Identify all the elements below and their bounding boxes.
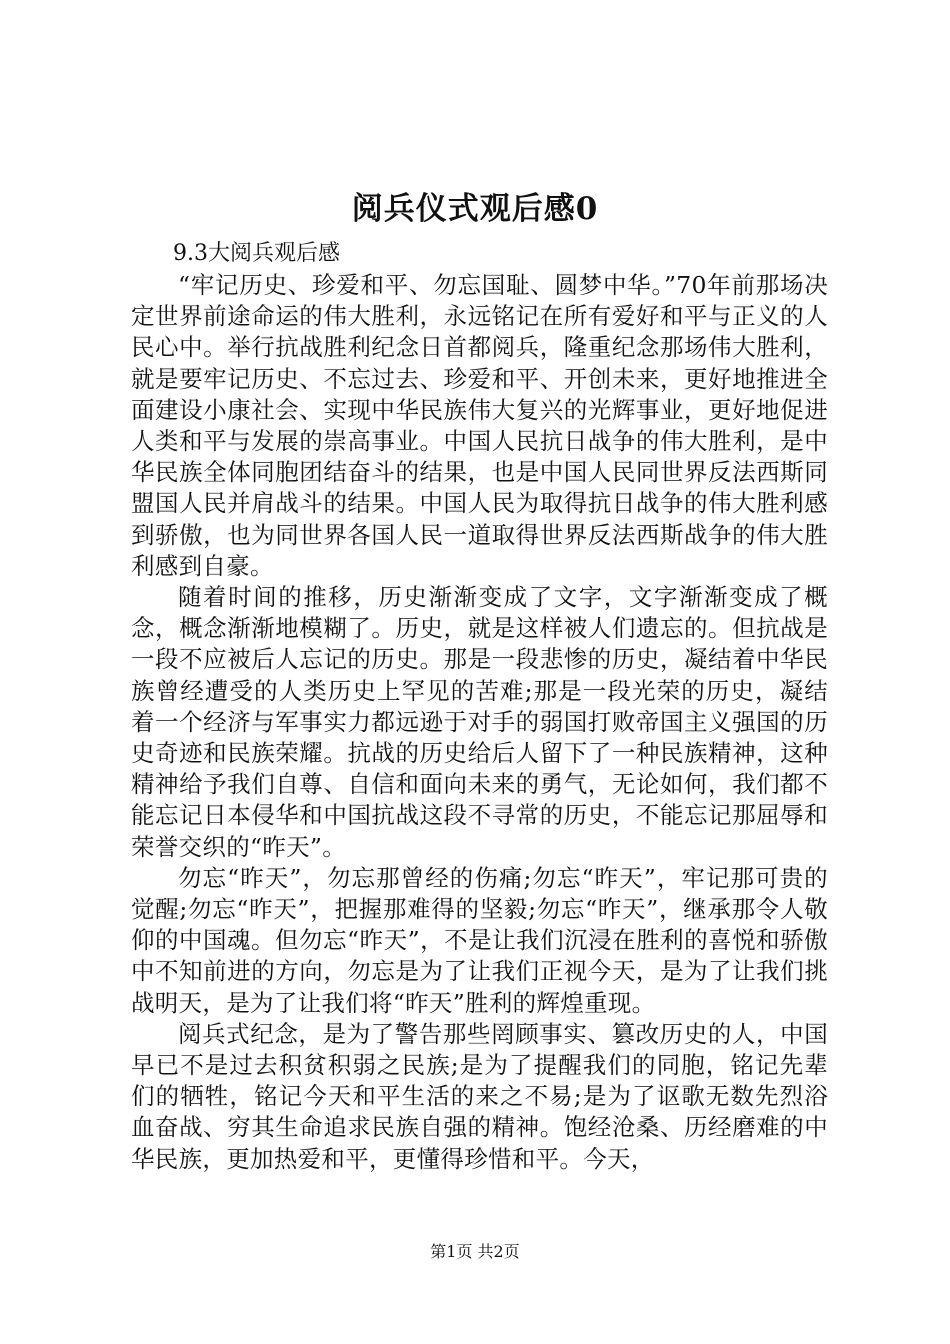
paragraph-4: 阅兵式纪念，是为了警告那些罔顾事实、篡改历史的人，中国早已不是过去积贫积弱之民族;是为了提醒我们的同胞，铭记先辈们的牺牲，铭记今天和平生活的来之不易;是为了讴歌无数先烈浴血奋战、穷其生命追求民族自强的精神。饱经沧桑、历经磨难的中华民族，更加热爱和平，更懂得珍惜和平。今天， xyxy=(131,1019,828,1173)
document-title: 阅兵仪式观后感0 xyxy=(351,191,599,227)
paragraph-3: 勿忘“昨天”，勿忘那曾经的伤痛;勿忘“昨天”，牢记那可贵的觉醒;勿忘“昨天”，把握那难得的坚毅;勿忘“昨天”，继承那令人敬仰的中国魂。但勿忘“昨天”，不是让我们沉浸在胜利的喜悦和骄傲中不知前进的方向，勿忘是为了让我们正视今天，是为了让我们挑战明天，是为了让我们将“昨天”胜利的辉煌重现。 xyxy=(131,863,828,1017)
page-footer: 第1页 共2页 xyxy=(430,1242,520,1261)
document-subtitle: 9.3大阅兵观后感 xyxy=(173,241,340,266)
paragraph-1: “牢记历史、珍爱和平、勿忘国耻、圆梦中华。”70年前那场决定世界前途命运的伟大胜利，永远铭记在所有爱好和平与正义的人民心中。举行抗战胜利纪念日首都阅兵，隆重纪念那场伟大胜利，就是要牢记历史、不忘过去、珍爱和平、开创未来，更好地推进全面建设小康社会、实现中华民族伟大复兴的光辉事业，更好地促进人类和平与发展的崇高事业。中国人民抗日战争的伟大胜利，是中华民族全体同胞团结奋斗的结果，也是中国人民同世界反法西斯同盟国人民并肩战斗的结果。中国人民为取得抗日战争的伟大胜利感到骄傲，也为同世界各国人民一道取得世界反法西斯战争的伟大胜利感到自豪。 xyxy=(131,271,828,580)
paragraph-2: 随着时间的推移，历史渐渐变成了文字，文字渐渐变成了概念，概念渐渐地模糊了。历史，就是这样被人们遗忘的。但抗战是一段不应被后人忘记的历史。那是一段悲惨的历史，凝结着中华民族曾经遭受的人类历史上罕见的苦难;那是一段光荣的历史，凝结着一个经济与军事实力都远逊于对手的弱国打败帝国主义强国的历史奇迹和民族荣耀。抗战的历史给后人留下了一种民族精神，这种精神给予我们自尊、自信和面向未来的勇气，无论如何，我们都不能忘记日本侵华和中国抗战这段不寻常的历史，不能忘记那屈辱和荣誉交织的“昨天”。 xyxy=(131,583,828,861)
document-body xyxy=(131,238,828,1175)
